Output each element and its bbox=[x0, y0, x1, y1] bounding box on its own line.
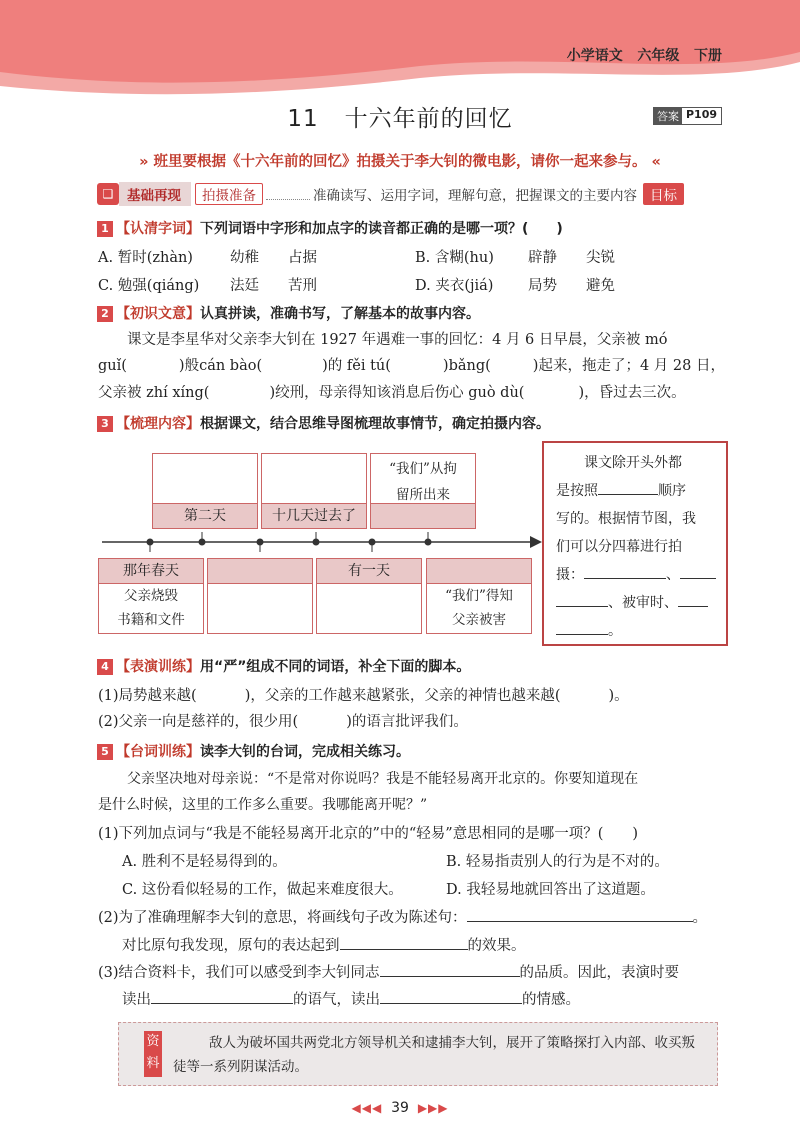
box-label-blank[interactable] bbox=[208, 559, 312, 584]
answer-blank[interactable] bbox=[467, 921, 693, 922]
resource-card bbox=[118, 1022, 718, 1086]
q5-sub-1: (1)下列加点词与“我是不能轻易离开北京的”中的“轻易”意思相同的是哪一项？( ) bbox=[98, 826, 639, 842]
plot-box-bottom-1 bbox=[98, 558, 204, 634]
question-text: 读李大钊的台词，完成相关练习。 bbox=[200, 744, 410, 760]
q5-option-d: D. 我轻易地就回答出了这道题。 bbox=[446, 882, 655, 898]
question-number: 4 bbox=[97, 659, 113, 675]
section-bar bbox=[97, 183, 719, 205]
note-line: 课文除开头外都 bbox=[584, 455, 682, 471]
box-label: 十几天过去了 bbox=[262, 503, 366, 528]
answer-blank[interactable] bbox=[598, 494, 658, 495]
answer-blank[interactable] bbox=[380, 1003, 522, 1004]
goal-badge: 目标 bbox=[643, 183, 684, 205]
plot-box-bottom-4 bbox=[426, 558, 532, 634]
box-text: 父亲烧毁 bbox=[124, 588, 178, 604]
box-label-blank[interactable] bbox=[371, 503, 475, 528]
lesson-name: 十六年前的回忆 bbox=[344, 106, 513, 132]
note-line: 顺序 bbox=[658, 483, 686, 499]
answer-blank[interactable] bbox=[340, 949, 468, 950]
intro-text: 班里要根据《十六年前的回忆》拍摄关于李大钊的微电影，请你一起来参与。 bbox=[153, 154, 647, 170]
q4-line-1: (1)局势越来越( )，父亲的工作越来越紧张，父亲的神情也越来越( )。 bbox=[98, 688, 629, 704]
q5-sub-3b: 读出 的语气，读出 的情感。 bbox=[122, 992, 580, 1008]
section-subtitle: 拍摄准备 bbox=[195, 183, 263, 205]
page-number: 39 bbox=[391, 1100, 409, 1116]
question-number: 3 bbox=[97, 416, 113, 432]
note-line: 、 bbox=[666, 567, 680, 583]
question-5 bbox=[97, 741, 410, 761]
question-1 bbox=[97, 218, 563, 238]
question-tag: 【台词训练】 bbox=[116, 744, 200, 760]
question-text: 下列词语中字形和加点字的读音都正确的是哪一项？( ) bbox=[200, 221, 563, 237]
q1-option-a-w2: 幼稚 bbox=[230, 250, 259, 266]
q5-sub-3: (3)结合资料卡，我们可以感受到李大钊同志 的品质。因此，表演时要 bbox=[98, 965, 680, 981]
note-line: 摄： bbox=[556, 567, 584, 583]
question-3 bbox=[97, 413, 550, 433]
section-title: 基础再现 bbox=[119, 182, 191, 206]
note-line: 写的。根据情节图，我 bbox=[556, 511, 696, 527]
q5-option-a: A. 胜利不是轻易得到的。 bbox=[122, 854, 287, 870]
intro-line: » 班里要根据《十六年前的回忆》拍摄关于李大钊的微电影，请你一起来参与。 « bbox=[139, 154, 661, 170]
box-label: 第二天 bbox=[153, 503, 257, 528]
quote-line-1: 父亲坚决地对母亲说：“不是常对你说吗？我是不能轻易离开北京的。你要知道现在 bbox=[127, 771, 639, 787]
quote-line-2: 是什么时候，这里的工作多么重要。我哪能离开呢？” bbox=[98, 797, 428, 813]
question-text: 用“严”组成不同的词语，补全下面的脚本。 bbox=[200, 659, 471, 675]
answer-blank[interactable] bbox=[584, 578, 666, 579]
q2-line-1: 课文是李星华对父亲李大钊在 1927 年遇难一事的回忆：4 月 6 日早晨，父亲被 mó bbox=[127, 332, 668, 348]
question-text: 认真拼读，准确书写，了解基本的故事内容。 bbox=[200, 306, 480, 322]
q1-option-d: D. 夹衣(jiá) bbox=[415, 278, 494, 294]
question-number: 2 bbox=[97, 306, 113, 322]
question-number: 5 bbox=[97, 744, 113, 760]
question-2 bbox=[97, 303, 480, 323]
book-name: 小学语文 bbox=[566, 48, 623, 64]
note-box: 课文除开头外都 是按照 顺序 写的。根据情节图，我 们可以分四幕进行拍 摄： 、 、被审时、 。 bbox=[542, 441, 728, 646]
volume-label: 下册 bbox=[694, 48, 722, 64]
note-line: 、被审时、 bbox=[608, 595, 678, 611]
book-icon: ❑ bbox=[97, 183, 119, 205]
answer-blank[interactable] bbox=[556, 634, 608, 635]
question-tag: 【认清字词】 bbox=[116, 221, 200, 237]
dotted-leader bbox=[266, 189, 310, 200]
q5-sub-2b: 对比原句我发现，原句的表达起到 的效果。 bbox=[122, 938, 526, 954]
q1-option-d-w3: 避免 bbox=[586, 278, 615, 294]
box-text: 父亲被害 bbox=[452, 612, 506, 628]
q2-line-3: 父亲被 zhí xíng( )绞刑，母亲得知该消息后伤心 guò dù( )，昏过去三次。 bbox=[98, 385, 686, 401]
lesson-number: 11 bbox=[287, 106, 319, 132]
q5-sub-2: (2)为了准确理解李大钊的意思，将画线句子改为陈述句： 。 bbox=[98, 910, 708, 926]
q1-option-c-w2: 法廷 bbox=[230, 278, 259, 294]
box-label: 有一天 bbox=[317, 559, 421, 584]
question-4 bbox=[97, 656, 470, 676]
q5-option-c: C. 这份看似轻易的工作，做起来难度很大。 bbox=[122, 882, 403, 898]
box-label: 那年春天 bbox=[99, 559, 203, 584]
answer-blank[interactable] bbox=[678, 606, 708, 607]
question-text: 根据课文，结合思维导图梳理故事情节，确定拍摄内容。 bbox=[200, 416, 550, 432]
q1-option-b: B. 含糊(hu) bbox=[415, 250, 494, 266]
q1-option-c-w3: 苦刑 bbox=[288, 278, 317, 294]
answer-blank[interactable] bbox=[556, 606, 608, 607]
plot-box-top-2[interactable] bbox=[261, 453, 367, 529]
question-tag: 【表演训练】 bbox=[116, 659, 200, 675]
box-text: 书籍和文件 bbox=[117, 612, 185, 628]
question-number: 1 bbox=[97, 221, 113, 237]
answer-blank[interactable] bbox=[151, 1003, 293, 1004]
q2-line-2: guǐ( )般cán bào( )的 fěi tú( )bǎng( )起来，拖走了；4 月 28 日， bbox=[98, 358, 725, 374]
answer-blank[interactable] bbox=[380, 976, 520, 977]
q4-line-2: (2)父亲一向是慈祥的，很少用( )的语言批评我们。 bbox=[98, 714, 468, 730]
answer-blank[interactable] bbox=[680, 578, 716, 579]
answer-key-label: 答案 bbox=[654, 108, 682, 124]
goal-text: 准确读写、运用字词，理解句意，把握课文的主要内容 bbox=[313, 188, 637, 204]
timeline-arrow bbox=[102, 532, 542, 552]
box-text: “我们”从拘 bbox=[389, 461, 457, 477]
plot-box-top-1[interactable] bbox=[152, 453, 258, 529]
resource-text: 敌人为破坏国共两党北方领导机关和逮捕李大钊，展开了策略探打入内部、收买叛徒等一系列阴谋活动。 bbox=[173, 1035, 695, 1075]
resource-tag: 资料 bbox=[144, 1031, 162, 1077]
q1-option-c: C. 勉强(qiáng) bbox=[98, 278, 200, 294]
q1-option-a: A. 暂时(zhàn) bbox=[98, 250, 193, 266]
q1-option-b-w3: 尖锐 bbox=[586, 250, 615, 266]
q5-option-b: B. 轻易指责别人的行为是不对的。 bbox=[446, 854, 669, 870]
question-tag: 【初识文意】 bbox=[116, 306, 200, 322]
question-tag: 【梳理内容】 bbox=[116, 416, 200, 432]
q1-option-b-w2: 辟静 bbox=[528, 250, 557, 266]
box-text: 留所出来 bbox=[396, 487, 450, 503]
right-arrows-icon: ▶▶▶ bbox=[417, 1101, 449, 1115]
answer-page-badge bbox=[653, 107, 722, 125]
book-breadcrumb bbox=[567, 45, 722, 65]
answer-page-number: P109 bbox=[686, 108, 718, 121]
grade-label: 六年级 bbox=[637, 48, 680, 64]
note-line: 是按照 bbox=[556, 483, 598, 499]
plot-box-top-3 bbox=[370, 453, 476, 529]
plot-box-bottom-2[interactable] bbox=[207, 558, 313, 634]
left-arrows-icon: ◀◀◀ bbox=[351, 1101, 383, 1115]
box-text: “我们”得知 bbox=[445, 588, 513, 604]
q1-option-a-w3: 占据 bbox=[288, 250, 317, 266]
plot-box-bottom-3[interactable] bbox=[316, 558, 422, 634]
box-label-blank[interactable] bbox=[427, 559, 531, 584]
q1-option-d-w2: 局势 bbox=[528, 278, 557, 294]
note-line: 们可以分四幕进行拍 bbox=[556, 539, 682, 555]
page-footer bbox=[0, 1100, 800, 1116]
